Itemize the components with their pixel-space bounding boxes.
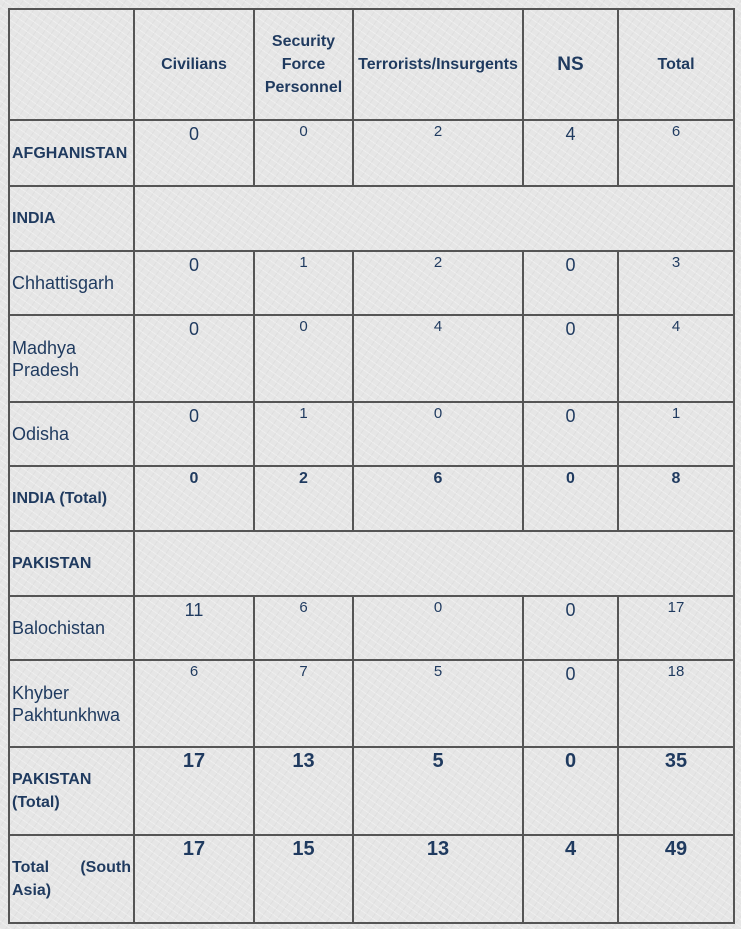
table-row-pakistan-header [9, 531, 734, 596]
cell-ns: 4 [523, 120, 618, 186]
row-label: INDIA (Total) [9, 466, 134, 531]
empty-cell [134, 186, 734, 251]
cell-civilians: 17 [134, 747, 254, 835]
cell-ns: 0 [523, 747, 618, 835]
cell-total: 6 [618, 120, 734, 186]
header-row [9, 9, 734, 120]
cell-security-force: 2 [254, 466, 353, 531]
row-label: PAKISTAN (Total) [9, 747, 134, 835]
cell-ns: 0 [523, 660, 618, 747]
table-row-balochistan [9, 596, 734, 660]
cell-security-force: 13 [254, 747, 353, 835]
cell-ns: 0 [523, 315, 618, 402]
cell-total: 8 [618, 466, 734, 531]
cell-terrorists: 6 [353, 466, 523, 531]
cell-ns: 0 [523, 402, 618, 466]
table-row-south-asia-total [9, 835, 734, 923]
row-label: Khyber Pakhtunkhwa [9, 660, 134, 747]
cell-total: 35 [618, 747, 734, 835]
cell-civilians: 17 [134, 835, 254, 923]
header-total: Total [618, 9, 734, 120]
cell-civilians: 0 [134, 251, 254, 315]
cell-security-force: 1 [254, 251, 353, 315]
cell-terrorists: 4 [353, 315, 523, 402]
cell-security-force: 1 [254, 402, 353, 466]
header-security-force: Security Force Personnel [254, 9, 353, 120]
cell-terrorists: 5 [353, 747, 523, 835]
cell-ns: 0 [523, 596, 618, 660]
cell-terrorists: 13 [353, 835, 523, 923]
row-label: AFGHANISTAN [9, 120, 134, 186]
row-label: Odisha [9, 402, 134, 466]
cell-ns: 4 [523, 835, 618, 923]
cell-civilians: 0 [134, 402, 254, 466]
cell-total: 49 [618, 835, 734, 923]
cell-total: 4 [618, 315, 734, 402]
header-ns: NS [523, 9, 618, 120]
cell-security-force: 7 [254, 660, 353, 747]
cell-total: 3 [618, 251, 734, 315]
cell-civilians: 0 [134, 466, 254, 531]
row-label: INDIA [9, 186, 134, 251]
table-row-afghanistan [9, 120, 734, 186]
cell-security-force: 0 [254, 315, 353, 402]
cell-security-force: 6 [254, 596, 353, 660]
cell-civilians: 11 [134, 596, 254, 660]
cell-ns: 0 [523, 466, 618, 531]
cell-security-force: 0 [254, 120, 353, 186]
cell-terrorists: 0 [353, 402, 523, 466]
empty-cell [134, 531, 734, 596]
table-row-pakistan-total [9, 747, 734, 835]
table-row-chhattisgarh [9, 251, 734, 315]
cell-security-force: 15 [254, 835, 353, 923]
cell-terrorists: 0 [353, 596, 523, 660]
cell-civilians: 0 [134, 120, 254, 186]
fatalities-table [8, 8, 735, 924]
cell-civilians: 6 [134, 660, 254, 747]
row-label: Total (South Asia) [9, 835, 134, 923]
cell-ns: 0 [523, 251, 618, 315]
cell-terrorists: 2 [353, 120, 523, 186]
cell-terrorists: 5 [353, 660, 523, 747]
row-label: Balochistan [9, 596, 134, 660]
cell-total: 17 [618, 596, 734, 660]
cell-total: 18 [618, 660, 734, 747]
table-row-madhya-pradesh [9, 315, 734, 402]
header-civilians: Civilians [134, 9, 254, 120]
row-label: Chhattisgarh [9, 251, 134, 315]
table-row-khyber-pakhtunkhwa [9, 660, 734, 747]
header-blank [9, 9, 134, 120]
row-label: PAKISTAN [9, 531, 134, 596]
cell-terrorists: 2 [353, 251, 523, 315]
table-row-india-total [9, 466, 734, 531]
header-terrorists: Terrorists/Insurgents [353, 9, 523, 120]
cell-total: 1 [618, 402, 734, 466]
table-row-india-header [9, 186, 734, 251]
table-row-odisha [9, 402, 734, 466]
row-label: Madhya Pradesh [9, 315, 134, 402]
cell-civilians: 0 [134, 315, 254, 402]
